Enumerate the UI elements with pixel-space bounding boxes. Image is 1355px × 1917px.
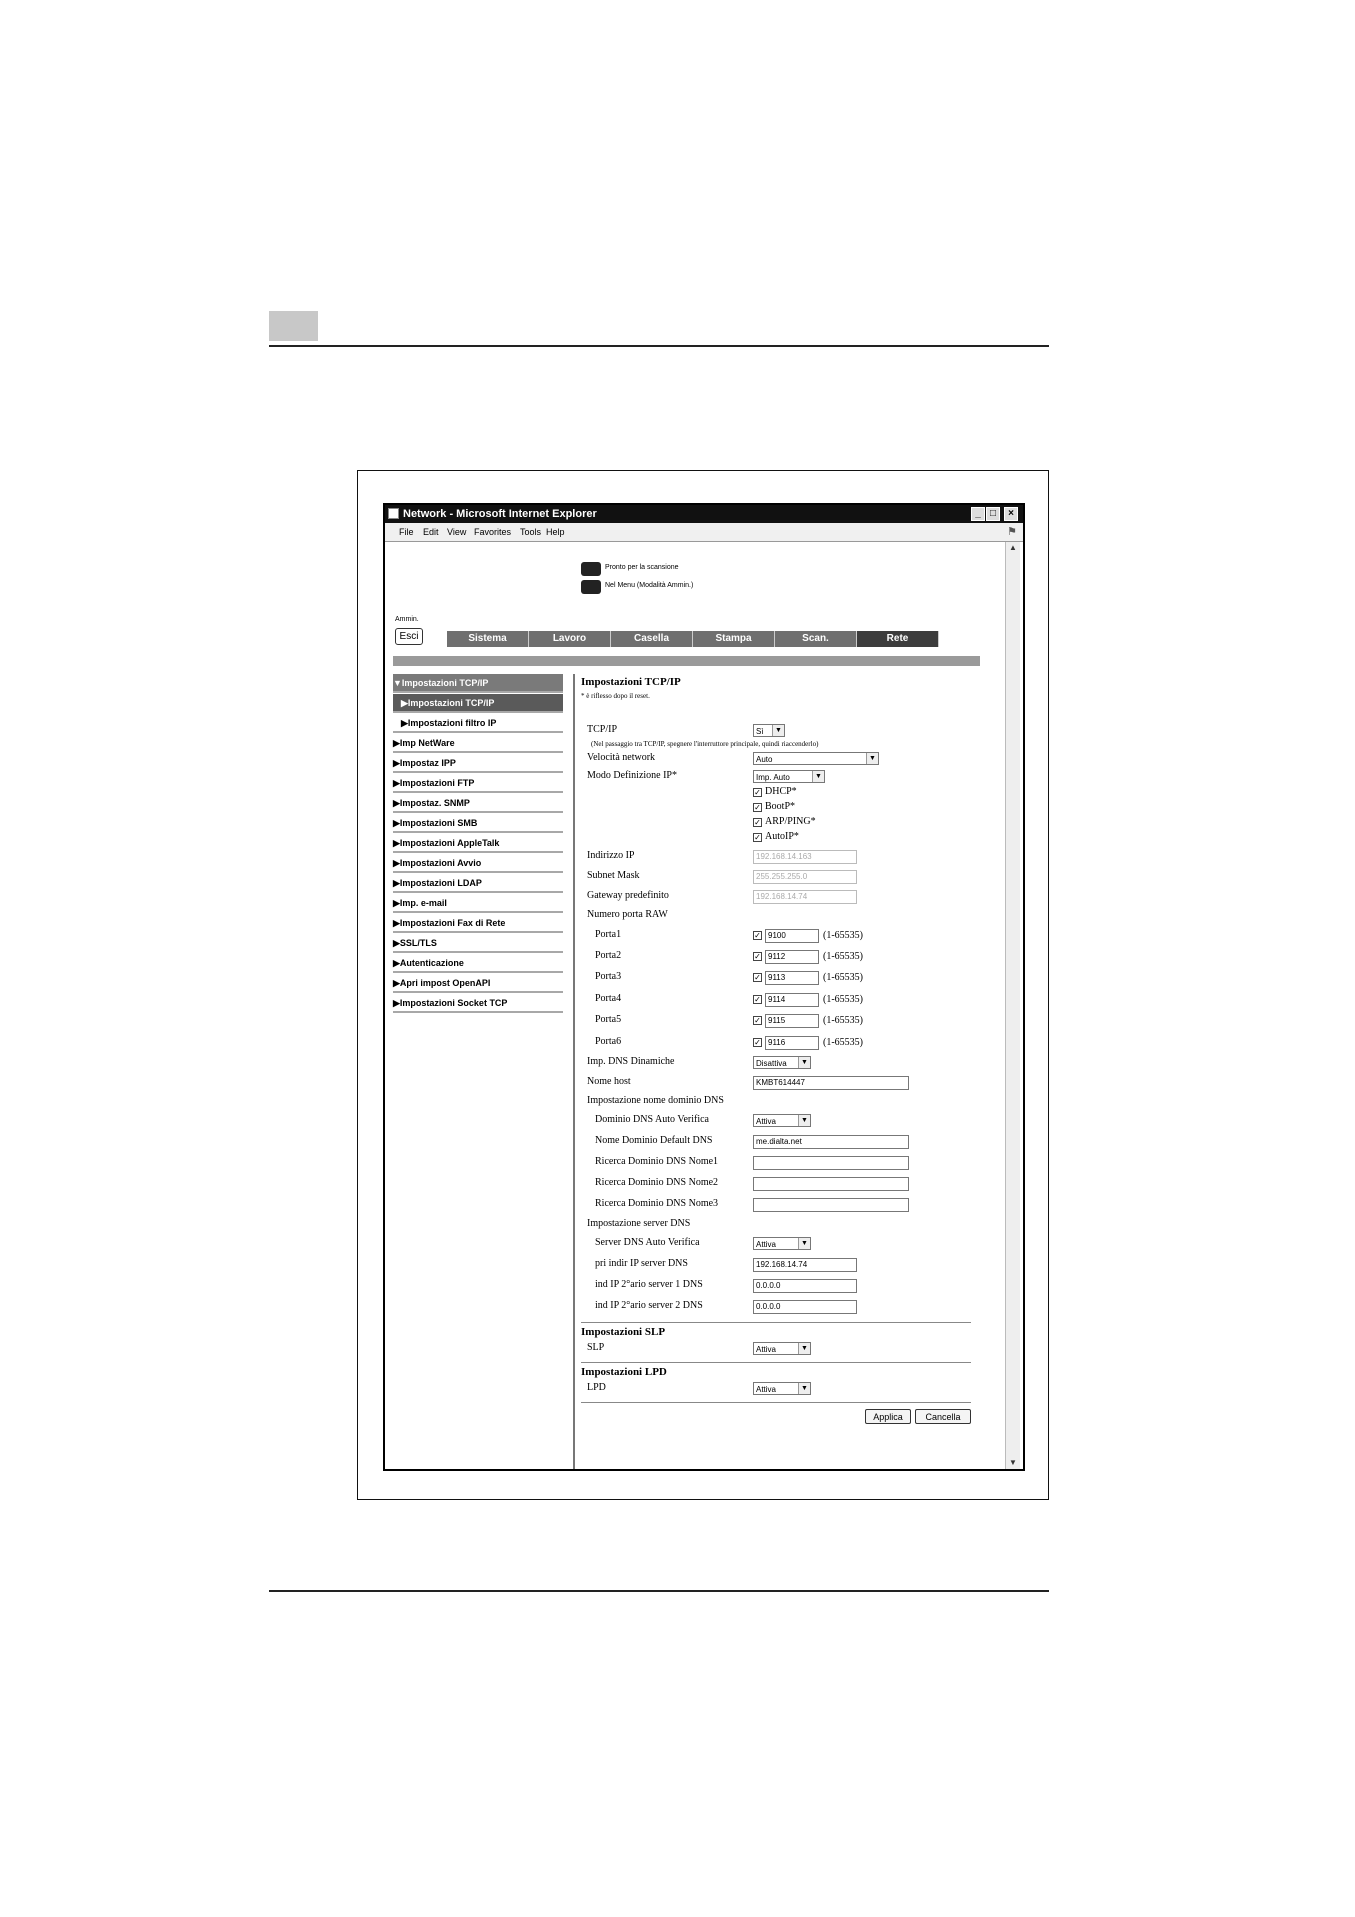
- top-rule: [269, 345, 1049, 347]
- scroll-down-icon[interactable]: ▼: [1009, 1458, 1017, 1467]
- browser-window: [383, 503, 1025, 1471]
- gateway-field[interactable]: 192.168.14.74: [753, 890, 857, 904]
- port2-field[interactable]: 9112: [765, 950, 819, 964]
- port5-range: (1-65535): [823, 1015, 863, 1026]
- sidebar-item-openapi[interactable]: ▶Apri impost OpenAPI: [393, 974, 563, 993]
- speed-select[interactable]: [753, 752, 879, 765]
- port5-label: Porta5: [595, 1014, 622, 1025]
- sidebar-divider: [573, 674, 575, 1469]
- section-divider: [581, 1322, 971, 1323]
- port5-field[interactable]: 9115: [765, 1014, 819, 1028]
- logout-button[interactable]: Esci: [395, 628, 423, 645]
- nav-band: [393, 656, 980, 666]
- tab-lavoro[interactable]: Lavoro: [529, 631, 611, 647]
- arp-checkbox[interactable]: ✓: [754, 818, 761, 827]
- sidebar-item-avvio[interactable]: ▶Impostazioni Avvio: [393, 854, 563, 873]
- menu-bar: [385, 523, 1023, 542]
- tab-rete[interactable]: Rete: [857, 631, 939, 647]
- port6-label: Porta6: [595, 1036, 622, 1047]
- tab-casella[interactable]: Casella: [611, 631, 693, 647]
- port1-field[interactable]: 9100: [765, 929, 819, 943]
- sidebar-item-tcpip[interactable]: ▶Impostazioni TCP/IP: [393, 694, 563, 713]
- sidebar-item-socket-tcp[interactable]: ▶Impostazioni Socket TCP: [393, 994, 563, 1013]
- reset-note: * è riflesso dopo il reset.: [581, 692, 650, 700]
- auto-domain-label: Dominio DNS Auto Verifica: [595, 1114, 709, 1125]
- speed-value: Auto: [756, 755, 773, 764]
- slp-header: Impostazioni SLP: [581, 1326, 666, 1338]
- window-title: Network - Microsoft Internet Explorer: [403, 508, 597, 520]
- secondary-dns2-field[interactable]: 0.0.0.0: [753, 1300, 857, 1314]
- menu-help[interactable]: Help: [546, 527, 565, 537]
- slp-label: SLP: [587, 1342, 605, 1353]
- chevron-down-icon: ▼: [798, 1343, 810, 1354]
- dhcp-checkbox[interactable]: ✓: [754, 788, 761, 797]
- sidebar-item-authentication[interactable]: ▶Autenticazione: [393, 954, 563, 973]
- chevron-down-icon: ▼: [866, 753, 878, 764]
- ie-icon: [388, 508, 399, 519]
- hostname-field[interactable]: KMBT614447: [753, 1076, 909, 1090]
- search-domain2-field[interactable]: [753, 1177, 909, 1191]
- bootp-label: BootP*: [765, 801, 796, 812]
- port3-range: (1-65535): [823, 972, 863, 983]
- sidebar-item-ftp[interactable]: ▶Impostazioni FTP: [393, 774, 563, 793]
- ddns-label: Imp. DNS Dinamiche: [587, 1056, 675, 1067]
- secondary-dns1-field[interactable]: 0.0.0.0: [753, 1279, 857, 1293]
- autoip-checkbox[interactable]: ✓: [754, 833, 761, 842]
- port4-range: (1-65535): [823, 994, 863, 1005]
- ipmode-value: Imp. Auto: [756, 773, 790, 782]
- primary-dns-label: pri indir IP server DNS: [595, 1258, 688, 1269]
- bootp-checkbox[interactable]: ✓: [754, 803, 761, 812]
- vertical-scrollbar[interactable]: [1005, 542, 1020, 1469]
- chevron-down-icon: ▼: [772, 725, 784, 736]
- lpd-value: Attiva: [756, 1385, 777, 1394]
- port1-range: (1-65535): [823, 930, 863, 941]
- section-divider: [581, 1362, 971, 1363]
- chevron-down-icon: ▼: [798, 1115, 810, 1126]
- status-ready: Pronto per la scansione: [605, 564, 679, 571]
- menu-favorites[interactable]: Favorites: [474, 527, 512, 537]
- port4-checkbox[interactable]: ✓: [754, 995, 761, 1004]
- hostname-label: Nome host: [587, 1076, 631, 1087]
- autoip-label: AutoIP*: [765, 831, 799, 842]
- maximize-button[interactable]: □: [986, 507, 1000, 521]
- chevron-down-icon: ▼: [798, 1383, 810, 1394]
- ipmode-select[interactable]: [753, 770, 825, 783]
- scroll-up-icon[interactable]: ▲: [1009, 543, 1017, 552]
- arp-label: ARP/PING*: [765, 816, 816, 827]
- search-domain2-label: Ricerca Dominio DNS Nome2: [595, 1177, 719, 1188]
- raw-port-label: Numero porta RAW: [587, 909, 668, 920]
- chevron-down-icon: ▼: [812, 771, 824, 782]
- port4-label: Porta4: [595, 993, 622, 1004]
- title-bar: [385, 505, 1023, 523]
- chevron-down-icon: ▼: [798, 1057, 810, 1068]
- bottom-rule: [269, 1590, 1049, 1592]
- search-domain1-field[interactable]: [753, 1156, 909, 1170]
- tab-stampa[interactable]: Stampa: [693, 631, 775, 647]
- printer-admin-icon: [581, 580, 601, 594]
- dns-domain-label: Impostazione nome dominio DNS: [587, 1095, 724, 1106]
- auto-server-select[interactable]: [753, 1237, 811, 1250]
- sidebar-item-email[interactable]: ▶Imp. e-mail: [393, 894, 563, 913]
- menu-edit[interactable]: Edit: [423, 527, 439, 537]
- chevron-down-icon: ▼: [798, 1238, 810, 1249]
- port3-checkbox[interactable]: ✓: [754, 973, 761, 982]
- tab-sistema[interactable]: Sistema: [447, 631, 529, 647]
- port6-field[interactable]: 9116: [765, 1036, 819, 1050]
- search-domain3-label: Ricerca Dominio DNS Nome3: [595, 1198, 719, 1209]
- sidebar-item-network-fax[interactable]: ▶Impostazioni Fax di Rete: [393, 914, 563, 933]
- sidebar-item-ipp[interactable]: ▶Impostaz IPP: [393, 754, 563, 773]
- auto-server-label: Server DNS Auto Verifica: [595, 1237, 700, 1248]
- port1-label: Porta1: [595, 929, 622, 940]
- search-domain3-field[interactable]: [753, 1198, 909, 1212]
- port3-label: Porta3: [595, 971, 622, 982]
- page-viewport: [385, 542, 1005, 1469]
- auto-domain-value: Attiva: [756, 1117, 777, 1126]
- menu-view[interactable]: View: [447, 527, 467, 537]
- port2-checkbox[interactable]: ✓: [754, 952, 761, 961]
- tab-scan[interactable]: Scan.: [775, 631, 857, 647]
- gateway-label: Gateway predefinito: [587, 890, 669, 901]
- subnet-mask-field[interactable]: 255.255.255.0: [753, 870, 857, 884]
- default-domain-label: Nome Dominio Default DNS: [595, 1135, 713, 1146]
- slp-value: Attiva: [756, 1345, 777, 1354]
- port2-range: (1-65535): [823, 951, 863, 962]
- auto-server-value: Attiva: [756, 1240, 777, 1249]
- page-title: Impostazioni TCP/IP: [581, 676, 681, 688]
- port4-field[interactable]: 9114: [765, 993, 819, 1007]
- port2-label: Porta2: [595, 950, 622, 961]
- speed-label: Velocità network: [587, 752, 656, 763]
- admin-label: Ammin.: [395, 616, 419, 623]
- status-admin-mode: Nel Menu (Modalità Ammin.): [605, 582, 694, 589]
- tcpip-value: Sì: [756, 727, 764, 736]
- sidebar-item-snmp[interactable]: ▶Impostaz. SNMP: [393, 794, 563, 813]
- sidebar-item-smb[interactable]: ▶Impostazioni SMB: [393, 814, 563, 833]
- tcpip-select[interactable]: [753, 724, 785, 737]
- ip-label: Indirizzo IP: [587, 850, 635, 861]
- sidebar-item-ip-filter[interactable]: ▶Impostazioni filtro IP: [393, 714, 563, 733]
- windows-flag-icon: ⚑: [1007, 526, 1017, 538]
- port5-checkbox[interactable]: ✓: [754, 1016, 761, 1025]
- default-domain-field[interactable]: me.dialta.net: [753, 1135, 909, 1149]
- sidebar-item-ssl-tls[interactable]: ▶SSL/TLS: [393, 934, 563, 953]
- primary-dns-field[interactable]: 192.168.14.74: [753, 1258, 857, 1272]
- ddns-value: Disattiva: [756, 1059, 787, 1068]
- section-divider: [581, 1402, 971, 1403]
- secondary-dns1-label: ind IP 2°ario server 1 DNS: [595, 1279, 703, 1290]
- search-domain1-label: Ricerca Dominio DNS Nome1: [595, 1156, 719, 1167]
- sidebar-item-ldap[interactable]: ▶Impostazioni LDAP: [393, 874, 563, 893]
- sidebar-item-tcpip-group[interactable]: ▼Impostazioni TCP/IP: [393, 674, 563, 693]
- sidebar-item-appletalk[interactable]: ▶Impostazioni AppleTalk: [393, 834, 563, 853]
- ip-address-field[interactable]: 192.168.14.163: [753, 850, 857, 864]
- lpd-select[interactable]: [753, 1382, 811, 1395]
- ipmode-label: Modo Definizione IP*: [587, 770, 677, 781]
- apply-button[interactable]: Applica: [865, 1409, 911, 1424]
- menu-tools[interactable]: Tools: [520, 527, 542, 537]
- lpd-label: LPD: [587, 1382, 606, 1393]
- port3-field[interactable]: 9113: [765, 971, 819, 985]
- auto-domain-select[interactable]: [753, 1114, 811, 1127]
- minimize-button[interactable]: _: [971, 507, 985, 521]
- sidebar-item-netware[interactable]: ▶Imp NetWare: [393, 734, 563, 753]
- lpd-header: Impostazioni LPD: [581, 1366, 667, 1378]
- chapter-marker: [269, 311, 318, 341]
- close-button[interactable]: ×: [1004, 507, 1018, 521]
- port1-checkbox[interactable]: ✓: [754, 931, 761, 940]
- secondary-dns2-label: ind IP 2°ario server 2 DNS: [595, 1300, 703, 1311]
- menu-file[interactable]: File: [399, 527, 414, 537]
- dns-server-label: Impostazione server DNS: [587, 1218, 691, 1229]
- tcpip-note: (Nel passaggio tra TCP/IP, spegnere l'interruttore principale, quindi riaccenderlo): [591, 740, 819, 748]
- slp-select[interactable]: [753, 1342, 811, 1355]
- port6-checkbox[interactable]: ✓: [754, 1038, 761, 1047]
- cancel-button[interactable]: Cancella: [915, 1409, 971, 1424]
- tcpip-label: TCP/IP: [587, 724, 618, 735]
- port6-range: (1-65535): [823, 1037, 863, 1048]
- printer-icon: [581, 562, 601, 576]
- mask-label: Subnet Mask: [587, 870, 640, 881]
- ddns-select[interactable]: [753, 1056, 811, 1069]
- dhcp-label: DHCP*: [765, 786, 797, 797]
